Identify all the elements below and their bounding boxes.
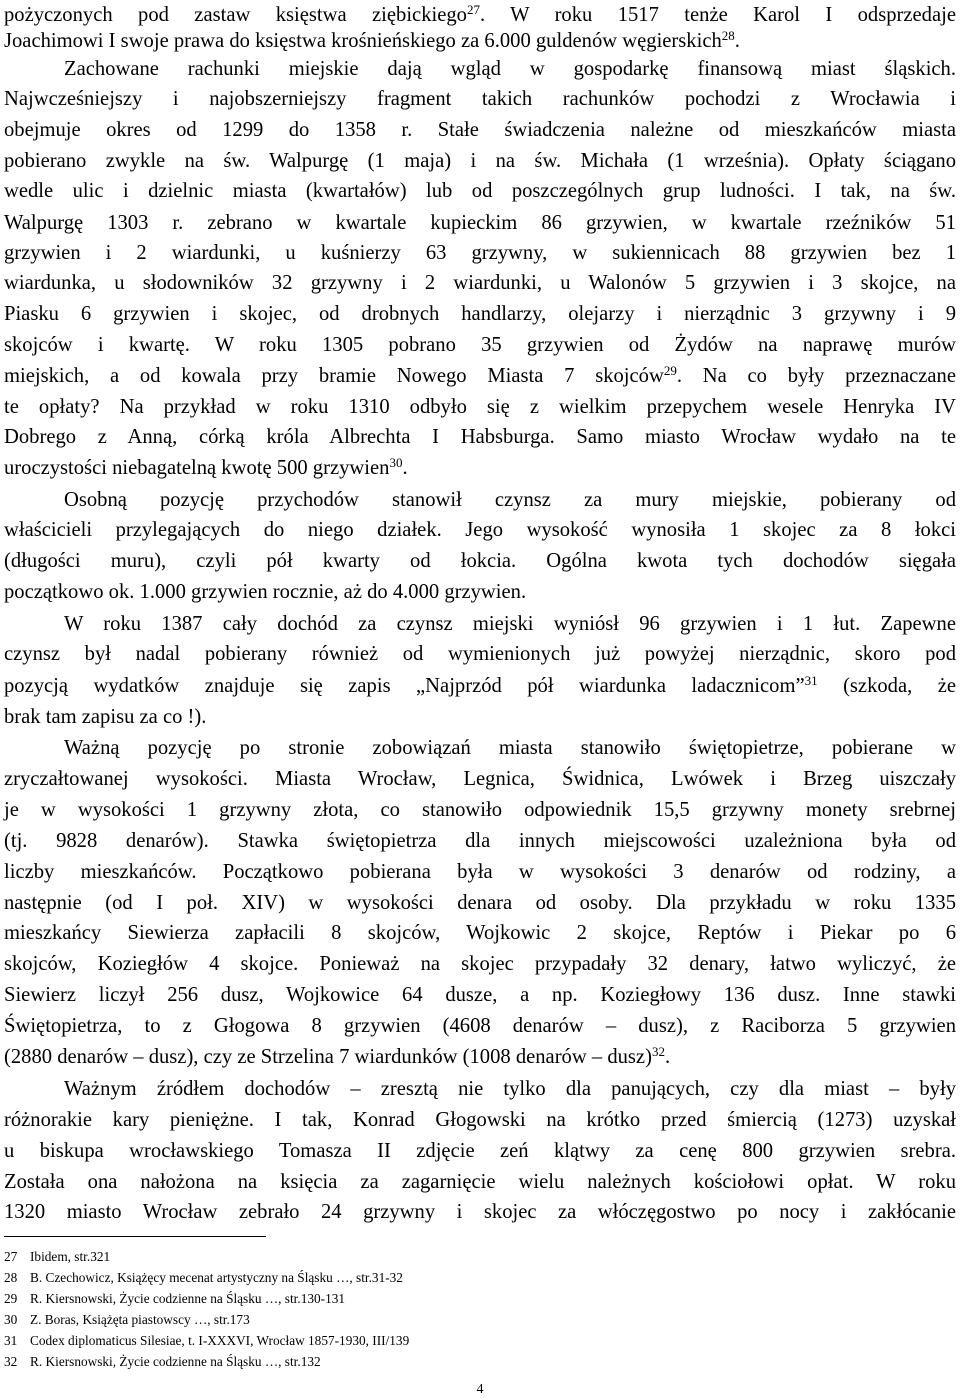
footnote-number: 28 [4,1270,18,1285]
text-line: właścicieli przylegających do niego działek. Jego wysokość wynosiła 1 skojec za 8 łokci [4,519,956,541]
footnote-number: 29 [4,1291,18,1306]
text-line: Została ona nałożona na księcia za zagarnięcie wielu należnych kościołowi opłat. W roku [4,1171,956,1193]
footnote-ref[interactable]: 32 [651,1044,665,1059]
footnote-text: Z. Boras, Książęta piastowscy …, str.173 [30,1312,250,1327]
footnote-ref[interactable]: 30 [389,455,403,470]
footnote [4,1289,704,1309]
footnote-ref[interactable]: 28 [721,28,735,43]
text-line: Walpurgę 1303 r. zebrano w kwartale kupieckim 86 grzywien, w kwartale rzeźników 51 [4,212,956,234]
text-line: miejskich, a od kowala przy bramie Nowego Miasta 7 skojców$^{29}$. Na co były przeznaczane [4,363,956,387]
text-line: W roku 1387 cały dochód za czynsz miejski wyniósł 96 grzywien i 1 łut. Zapewne [64,613,956,635]
footnote-ref[interactable]: 29 [663,363,677,378]
text-line: Dobrego z Anną, córką króla Albrechta I Habsburga. Samo miasto Wrocław wydało na te [4,426,956,448]
text-line: różnorakie kary pieniężne. I tak, Konrad Głogowski na krótko przed śmiercią (1273) uzyskał [4,1109,956,1131]
footnote-number: 27 [4,1249,18,1264]
text-line: początkowo ok. 1.000 grzywien rocznie, aż do 4.000 grzywien. [4,581,527,603]
footnote-number: 30 [4,1312,18,1327]
text-line: zryczałtowanej wysokości. Miasta Wrocław, Legnica, Świdnica, Lwówek i Brzeg uiszczały [4,768,956,790]
text-line: Zachowane rachunki miejskie dają wgląd w gospodarkę finansową miast śląskich. [64,58,956,80]
text-line: skojców, Koziegłów 4 skojce. Ponieważ na skojec przypadały 32 denary, łatwo wyliczyć, że [4,953,956,975]
text-line: (2880 denarów – dusz), czy ze Strzelina 7 wiardunków (1008 denarów – dusz)$^{32}$. [4,1044,671,1068]
text-line: u biskupa wrocławskiego Tomasza II zdjęcie zeń klątwy za cenę 800 grzywien srebra. [4,1140,956,1162]
text-line: pobierano zwykle na św. Walpurgę (1 maja) i na św. Michała (1 września). Opłaty ściągano [4,150,956,172]
footnote-number: 31 [4,1333,18,1348]
text-line: uroczystości niebagatelną kwotę 500 grzywien$^{30}$. [4,455,408,479]
text-line: skojców i kwartę. W roku 1305 pobrano 35 grzywien od Żydów na naprawę murów [4,334,956,356]
footnote [4,1247,704,1267]
text-line: je w wysokości 1 grzywny złota, co stanowiło odpowiednik 15,5 grzywny monety srebrnej [4,799,956,821]
footnote-ref[interactable]: 27 [466,2,480,17]
footnote-separator [4,1236,266,1237]
text-line: (tj. 9828 denarów). Stawka świętopietrza dla innych miejscowości uzależniona była od [4,830,956,852]
text-line: Osobną pozycję przychodów stanowił czynsz za mury miejskie, pobierany od [64,489,956,511]
footnote [4,1310,704,1330]
footnote-text: R. Kiersnowski, Życie codzienne na Śląsku …, str.132 [30,1354,321,1369]
footnote-text: Codex diplomaticus Silesiae, t. I-XXXVI, Wrocław 1857-1930, III/139 [30,1333,410,1348]
text-line: mieszkańcy Siewierza zapłacili 8 skojców, Wojkowic 2 skojce, Reptów i Piekar po 6 [4,922,956,944]
footnote-text: R. Kiersnowski, Życie codzienne na Śląsku …, str.130-131 [30,1291,346,1306]
text-line: Siewierz liczył 256 dusz, Wojkowice 64 dusze, a np. Koziegłowy 136 dusz. Inne stawki [4,984,956,1006]
text-line: Ważnym źródłem dochodów – zresztą nie tylko dla panujących, czy dla miast – były [64,1078,956,1100]
text-line: czynsz był nadal pobierany również od wymienionych już powyżej nierządnic, skoro pod [4,643,956,665]
text-line: wiardunka, u słodowników 32 grzywny i 2 wiardunki, u Walonów 5 grzywien i 3 skojce, na [4,272,956,294]
text-line: (długości muru), czyli pół kwarty od łokcia. Ogólna kwota tych dochodów sięgała [4,550,956,572]
text-line: brak tam zapisu za co !). [4,706,207,728]
footnote [4,1352,704,1372]
text-line: 1320 miasto Wrocław zebrało 24 grzywny i skojec za włóczęgostwo po nocy i zakłócanie [4,1201,956,1223]
text-line: Ważną pozycję po stronie zobowiązań miasta stanowiło świętopietrze, pobierane w [64,737,956,759]
footnote-text: Ibidem, str.321 [30,1249,111,1264]
text-line: te opłaty? Na przykład w roku 1310 odbyło się z wielkim przepychem wesele Henryka IV [4,396,956,418]
text-line: obejmuje okres od 1299 do 1358 r. Stałe świadczenia należne od mieszkańców miasta [4,119,956,141]
footnote-ref[interactable]: 31 [804,673,818,688]
text-line: Joachimowi I swoje prawa do księstwa krośnieńskiego za 6.000 guldenów węgierskich$^{28}$. [4,28,740,52]
text-line: pozycją wydatków znajduje się zapis „Najprzód pół wiardunka ladacznicom”$^{31}$ (szkoda, że [4,673,956,697]
text-line: Piasku 6 grzywien i skojec, od drobnych handlarzy, olejarzy i nierządnic 3 grzywny i 9 [4,303,956,325]
text-line: pożyczonych pod zastaw księstwa ziębickiego$^{27}$. W roku 1517 tenże Karol I odsprzedaje [4,2,956,26]
text-line: grzywien i 2 wiardunki, u kuśnierzy 63 grzywny, w sukiennicach 88 grzywien bez 1 [4,242,956,264]
footnote-text: B. Czechowicz, Książęcy mecenat artystyczny na Śląsku …, str.31-32 [30,1270,403,1285]
footnote-number: 32 [4,1354,18,1369]
footnote [4,1331,704,1351]
text-line: następnie (od I poł. XIV) w wysokości denara od osoby. Dla przykładu w roku 1335 [4,892,956,914]
text-line: liczby mieszkańców. Początkowo pobierana była w wysokości 3 denarów od rodziny, a [4,861,956,883]
text-line: Świętopietrza, to z Głogowa 8 grzywien (4608 denarów – dusz), z Raciborza 5 grzywien [4,1015,956,1037]
page-number: 4 [476,1382,484,1397]
footnote [4,1268,704,1288]
text-line: Najwcześniejszy i najobszerniejszy fragment takich rachunków pochodzi z Wrocławia i [4,88,956,110]
text-line: wedle ulic i dzielnic miasta (kwartałów) lub od poszczególnych grup ludności. I tak, na św. [4,180,956,202]
